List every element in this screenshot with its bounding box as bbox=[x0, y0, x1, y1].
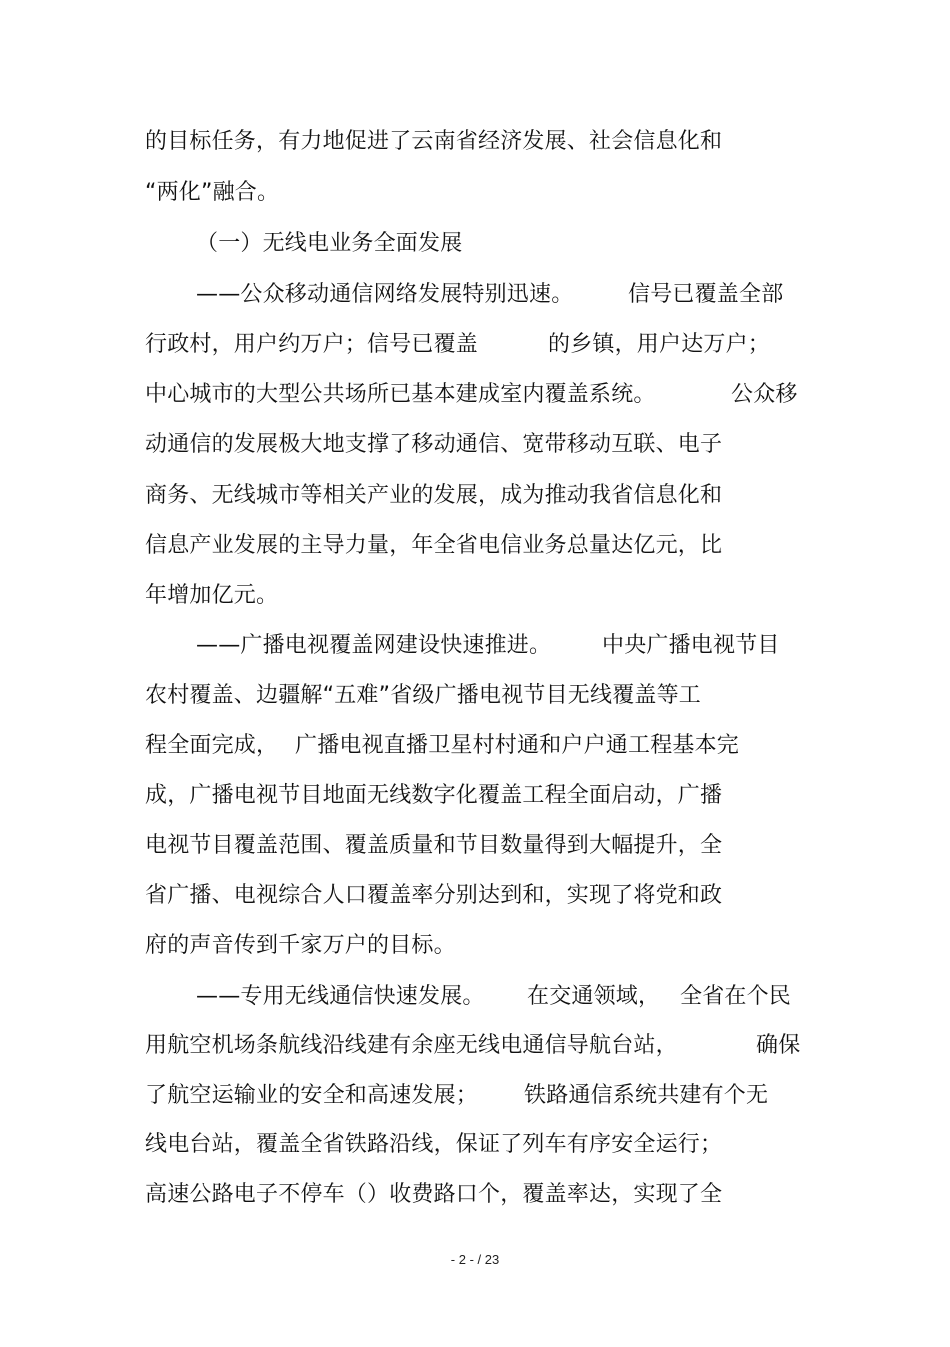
text-line: 省广播、电视综合人口覆盖率分别达到和，实现了将党和政 bbox=[145, 883, 723, 908]
text-line: 成，广播电视节目地面无线数字化覆盖工程全面启动，广播 bbox=[145, 783, 723, 808]
text-line: 信息产业发展的主导力量，年全省电信业务总量达亿元，比 bbox=[145, 533, 723, 558]
text-line: 确保 bbox=[756, 1033, 801, 1058]
text-line: 高速公路电子不停车（）收费路口个，覆盖率达，实现了全 bbox=[145, 1182, 723, 1207]
text-line: 在交通领域， bbox=[527, 984, 661, 1009]
text-line: 中央广播电视节目 bbox=[602, 633, 780, 658]
text-line: ——公众移动通信网络发展特别迅速。 bbox=[196, 282, 574, 307]
text-line: 了航空运输业的安全和高速发展； bbox=[145, 1083, 479, 1108]
text-line: 铁路通信系统共建有个无 bbox=[524, 1083, 769, 1108]
text-line: 信号已覆盖全部 bbox=[628, 282, 784, 307]
text-line: 用航空机场条航线沿线建有余座无线电通信导航台站， bbox=[145, 1033, 678, 1058]
text-line: ——专用无线通信快速发展。 bbox=[196, 984, 485, 1009]
section-heading: （一）无线电业务全面发展 bbox=[196, 231, 463, 256]
text-line: 的目标任务，有力地促进了云南省经济发展、社会信息化和 bbox=[145, 129, 723, 154]
text-line: ——广播电视覆盖网建设快速推进。 bbox=[196, 633, 552, 658]
text-line: 行政村，用户约万户；信号已覆盖 bbox=[145, 332, 479, 357]
text-line: 年增加亿元。 bbox=[145, 583, 279, 608]
text-line: 全省在个民 bbox=[680, 984, 792, 1009]
text-line: 线电台站，覆盖全省铁路沿线，保证了列车有序安全运行； bbox=[145, 1132, 723, 1157]
text-line: 电视节目覆盖范围、覆盖质量和节目数量得到大幅提升，全 bbox=[145, 833, 723, 858]
text-line: 广播电视直播卫星村村通和户户通工程基本完 bbox=[295, 733, 740, 758]
text-line: 公众移 bbox=[731, 382, 798, 407]
text-line: 的乡镇，用户达万户； bbox=[548, 332, 771, 357]
text-line: 程全面完成， bbox=[145, 733, 279, 758]
page-number: - 2 - / 23 bbox=[450, 1252, 500, 1267]
text-line: 农村覆盖、边疆解“五难”省级广播电视节目无线覆盖等工 bbox=[145, 683, 701, 708]
text-line: 商务、无线城市等相关产业的发展，成为推动我省信息化和 bbox=[145, 483, 723, 508]
text-line: 府的声音传到千家万户的目标。 bbox=[145, 933, 456, 958]
text-line: “两化”融合。 bbox=[145, 180, 280, 205]
text-line: 中心城市的大型公共场所已基本建成室内覆盖系统。 bbox=[145, 382, 656, 407]
text-line: 动通信的发展极大地支撑了移动通信、宽带移动互联、电子 bbox=[145, 432, 723, 457]
